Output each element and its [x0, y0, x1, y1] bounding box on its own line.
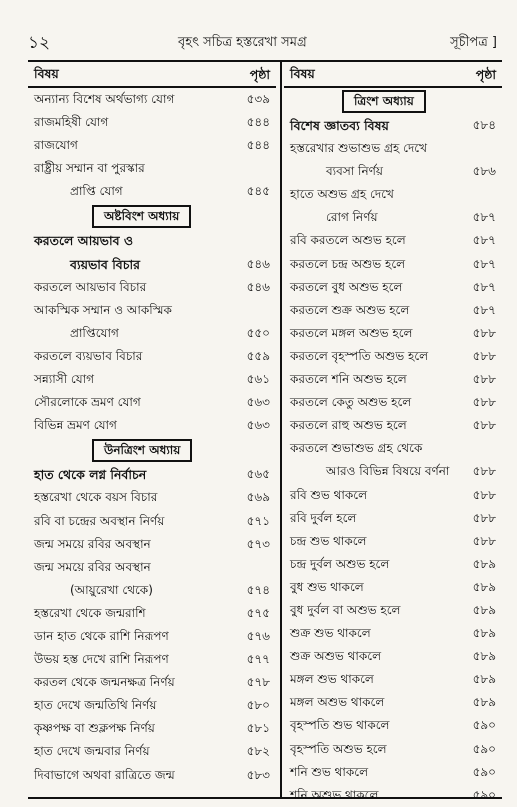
book-title: বৃহৎ সচিত্র হস্তরেখা সমগ্র	[178, 35, 307, 50]
entry-title: হাতে অশুভ গ্রহ দেখে	[290, 187, 394, 202]
entry-page: ৫৮৯	[472, 626, 496, 641]
entry-page: ৫৮৮	[472, 395, 496, 410]
entry-title: শনি অশুভ থাকলে	[290, 787, 379, 802]
entry-page: ৫৮৭	[472, 210, 496, 225]
entry-title: করতলে বুধ অশুভ হলে	[290, 279, 403, 294]
entry-title: করতলে রাহু অশুভ হলে	[290, 418, 407, 433]
entry-title: ব্যবসা নির্ণয়	[326, 164, 383, 179]
section-name: সূচীপত্র ]	[450, 35, 497, 50]
subject-header: বিষয়	[290, 66, 315, 81]
toc-entry	[28, 486, 276, 509]
entry-title: হাত দেখে জন্মবার নির্ণয়	[34, 744, 150, 759]
toc-entry	[28, 533, 276, 556]
toc-entry	[28, 602, 276, 625]
toc-entry	[284, 322, 502, 345]
entry-page: ৫৮১	[246, 721, 270, 736]
page-number: ১২	[28, 33, 51, 53]
toc-entry	[28, 414, 276, 437]
entry-page: ৫৮৯	[472, 579, 496, 594]
entry-page: ৫৭১	[246, 513, 270, 528]
toc-entry	[284, 622, 502, 645]
toc-entry	[28, 322, 276, 345]
toc-entry	[28, 229, 276, 252]
page-header-label: পৃষ্ঠা	[249, 67, 270, 82]
entry-title: বিভিন্ন ভ্রমণ যোগ	[34, 418, 117, 433]
entry-page: ৫৮৩	[246, 767, 270, 782]
entry-title: মঙ্গল অশুভ থাকলে	[290, 695, 385, 710]
entry-page: ৫৪৬	[246, 279, 270, 294]
entry-title: করতলে বৃহস্পতি অশুভ হলে	[290, 348, 429, 363]
chapter-heading-row	[28, 437, 276, 463]
toc-entry	[284, 761, 502, 784]
toc-entry	[28, 276, 276, 299]
toc-entry	[28, 299, 276, 322]
entry-page: ৫৮০	[246, 698, 270, 713]
toc-entry	[284, 738, 502, 761]
entry-title: সৌরলোকে ভ্রমণ যোগ	[34, 395, 141, 410]
entry-page: ৫৩৯	[246, 92, 270, 106]
entry-title: আরও বিভিন্ন বিষয়ে বর্ণনা	[326, 464, 450, 479]
entry-title: বুধ শুভ থাকলে	[290, 579, 364, 594]
entry-page: ৫৬৩	[246, 395, 270, 410]
toc-entry	[28, 717, 276, 740]
toc-entry	[28, 740, 276, 763]
entry-title: উভয় হস্ত দেখে রাশি নিরূপণ	[34, 652, 169, 667]
entry-page: ৫৮৭	[472, 256, 496, 271]
right-entries	[284, 88, 502, 807]
entry-page: ৫৮৭	[472, 233, 496, 248]
entry-title: দিবাভাগে অথবা রাত্রিতে জন্ম	[34, 767, 175, 782]
entry-title: মঙ্গল শুভ থাকলে	[290, 672, 374, 687]
entry-page: ৫৭৪	[246, 582, 270, 597]
toc-entry	[28, 111, 276, 134]
toc-entry	[28, 180, 276, 203]
chapter-heading: ত্রিংশ অধ্যায়	[342, 90, 426, 113]
left-column-header	[28, 62, 276, 88]
entry-title: (আয়ুরেখা থেকে)	[70, 582, 153, 597]
entry-title: বিশেষ জ্ঞাতব্য বিষয়	[290, 118, 389, 133]
contents-table	[28, 60, 502, 802]
entry-title: রোগ নির্ণয়	[326, 210, 378, 225]
entry-title: করতলে চন্দ্র অশুভ হলে	[290, 256, 406, 271]
entry-title: করতলে শুভাশুভ গ্রহ থেকে	[290, 441, 423, 456]
page-header	[28, 30, 497, 60]
toc-entry	[284, 160, 502, 183]
entry-title: করতল থেকে জন্মনক্ষত্র নির্ণয়	[34, 675, 175, 690]
toc-entry	[284, 414, 502, 437]
entry-title: জন্ম সময়ে রবির অবস্থান	[34, 536, 151, 551]
entry-page: ৫৮৯	[472, 649, 496, 664]
toc-entry	[284, 276, 502, 299]
toc-entry	[28, 253, 276, 276]
entry-page: ৫৭৮	[246, 675, 270, 690]
entry-page: ৫৯০	[472, 764, 496, 779]
entry-page: ৫৮২	[246, 744, 270, 759]
toc-entry	[28, 556, 276, 579]
entry-page: ৫৮৪	[472, 118, 496, 132]
entry-title: করতলে আয়ভাব ও	[34, 233, 134, 249]
entry-page: ৫৬৫	[246, 467, 270, 482]
toc-entry	[28, 345, 276, 368]
entry-title: করতলে মঙ্গল অশুভ হলে	[290, 325, 413, 340]
entry-page: ৫৮৮	[472, 487, 496, 502]
entry-title: করতলে শনি অশুভ হলে	[290, 372, 407, 387]
entry-title: চন্দ্র দুর্বল অশুভ হলে	[290, 556, 390, 571]
entry-title: চন্দ্র শুভ থাকলে	[290, 533, 367, 548]
toc-entry	[284, 714, 502, 737]
entry-page: ৫৮৮	[472, 510, 496, 525]
entry-title: হস্তরেখার শুভাশুভ গ্রহ দেখে	[290, 141, 427, 156]
toc-entry	[284, 345, 502, 368]
entry-title: হাত দেখে জন্মতিথি নির্ণয়	[34, 698, 157, 713]
toc-entry	[284, 691, 502, 714]
chapter-heading-row	[284, 88, 502, 114]
entry-title: প্রাপ্তিযোগ	[70, 325, 119, 340]
chapter-heading-row	[28, 203, 276, 229]
entry-title: সন্ন্যাসী যোগ	[34, 372, 95, 387]
entry-title: করতলে আয়ভাব বিচার	[34, 279, 147, 294]
entry-page: ৫৪৪	[246, 138, 270, 153]
toc-entry	[284, 114, 502, 137]
toc-entry	[28, 671, 276, 694]
entry-page: ৫৭৫	[246, 605, 270, 620]
toc-entry	[284, 553, 502, 576]
toc-entry	[284, 437, 502, 460]
entry-page: ৫৮৯	[472, 602, 496, 617]
toc-entry	[284, 229, 502, 252]
entry-page: ৫৮৭	[472, 302, 496, 317]
entry-title: রাজমহিষী যোগ	[34, 115, 109, 130]
entry-page: ৫৮৮	[472, 418, 496, 433]
toc-entry	[28, 694, 276, 717]
entry-title: রবি শুভ থাকলে	[290, 487, 368, 502]
entry-title: শুক্র শুভ থাকলে	[290, 626, 371, 641]
column-divider	[280, 62, 282, 797]
entry-page: ৫৭৩	[246, 536, 270, 551]
entry-page: ৫৮৮	[472, 464, 496, 479]
toc-entry	[28, 648, 276, 671]
entry-page: ৫৬৩	[246, 418, 270, 433]
toc-entry	[284, 253, 502, 276]
entry-page: ৫৮৮	[472, 372, 496, 387]
entry-page: ৫৮৯	[472, 695, 496, 710]
left-entries	[28, 88, 276, 787]
toc-entry	[284, 576, 502, 599]
entry-page: ৫৬৯	[246, 490, 270, 505]
entry-page: ৫৪৬	[246, 256, 270, 271]
entry-title: রবি করতলে অশুভ হলে	[290, 233, 406, 248]
toc-entry	[284, 460, 502, 483]
entry-page: ৫৮৯	[472, 672, 496, 687]
entry-title: রাষ্ট্রীয় সম্মান বা পুরস্কার	[34, 161, 145, 176]
toc-entry	[284, 507, 502, 530]
right-column	[284, 62, 502, 807]
right-column-header	[284, 62, 502, 88]
toc-entry	[28, 463, 276, 486]
toc-entry	[284, 137, 502, 160]
entry-page: ৫৪৪	[246, 115, 270, 130]
subject-header: বিষয়	[34, 66, 59, 81]
entry-page: ৫৫০	[246, 325, 270, 340]
entry-title: রাজযোগ	[34, 138, 78, 153]
entry-page: ৫৯০	[472, 741, 496, 756]
entry-title: ডান হাত থেকে রাশি নিরূপণ	[34, 628, 169, 643]
entry-page: ৫৫৯	[246, 348, 270, 363]
entry-page: ৫৮৯	[472, 556, 496, 571]
entry-title: ব্যয়ভাব বিচার	[70, 256, 140, 272]
toc-entry	[28, 157, 276, 180]
entry-title: করতলে কেতু অশুভ হলে	[290, 395, 412, 410]
entry-title: রবি বা চন্দ্রের অবস্থান নির্ণয়	[34, 513, 165, 528]
toc-entry	[284, 784, 502, 807]
entry-page: ৫৭৭	[246, 652, 270, 667]
entry-title: আকস্মিক সম্মান ও আকস্মিক	[34, 302, 172, 317]
toc-entry	[284, 599, 502, 622]
entry-title: হাত থেকে লগ্ন নির্বাচন	[34, 467, 147, 483]
toc-entry	[284, 299, 502, 322]
entry-title: কৃষ্ণপক্ষ বা শুক্লপক্ষ নির্ণয়	[34, 721, 155, 736]
toc-entry	[28, 625, 276, 648]
toc-entry	[284, 183, 502, 206]
toc-entry	[284, 668, 502, 691]
entry-page: ৫৭৬	[246, 628, 270, 643]
toc-entry	[284, 368, 502, 391]
toc-entry	[28, 579, 276, 602]
chapter-heading: উনত্রিংশ অধ্যায়	[92, 439, 192, 462]
toc-entry	[28, 391, 276, 414]
entry-title: অন্যান্য বিশেষ অর্থভাগ্য যোগ	[34, 92, 175, 106]
entry-page: ৫৯০	[472, 718, 496, 733]
left-column	[28, 62, 276, 787]
entry-page: ৫৮৮	[472, 348, 496, 363]
entry-page: ৫৮৭	[472, 279, 496, 294]
toc-entry	[284, 484, 502, 507]
entry-title: হস্তরেখা থেকে বয়স বিচার	[34, 490, 158, 505]
entry-page: ৫৪৫	[246, 184, 270, 199]
entry-title: শুক্র অশুভ থাকলে	[290, 649, 382, 664]
entry-title: শনি শুভ থাকলে	[290, 764, 369, 779]
entry-title: বুধ দুর্বল বা অশুভ হলে	[290, 602, 401, 617]
entry-title: বৃহস্পতি অশুভ হলে	[290, 741, 387, 756]
entry-page: ৫৮৮	[472, 325, 496, 340]
entry-title: করতলে শুক্র অশুভ হলে	[290, 302, 410, 317]
entry-title: করতলে ব্যয়ভাব বিচার	[34, 348, 143, 363]
toc-entry	[284, 206, 502, 229]
toc-entry	[284, 645, 502, 668]
entry-page: ৫৮৮	[472, 533, 496, 548]
page-header-label: পৃষ্ঠা	[475, 67, 496, 82]
toc-entry	[28, 764, 276, 787]
entry-title: বৃহস্পতি শুভ থাকলে	[290, 718, 390, 733]
entry-title: প্রাপ্তি যোগ	[70, 184, 123, 199]
toc-entry	[28, 88, 276, 111]
entry-page: ৫৯০	[472, 787, 496, 802]
toc-entry	[28, 134, 276, 157]
entry-page: ৫৮৬	[472, 164, 496, 179]
entry-page: ৫৬১	[246, 372, 270, 387]
entry-title: হস্তরেখা থেকে জন্মরাশি	[34, 605, 146, 620]
toc-entry	[28, 368, 276, 391]
toc-entry	[28, 510, 276, 533]
chapter-heading: অষ্টবিংশ অধ্যায়	[92, 205, 191, 228]
entry-title: জন্ম সময়ে রবির অবস্থান	[34, 559, 151, 574]
toc-entry	[284, 530, 502, 553]
entry-title: রবি দুর্বল হলে	[290, 510, 357, 525]
toc-entry	[284, 391, 502, 414]
